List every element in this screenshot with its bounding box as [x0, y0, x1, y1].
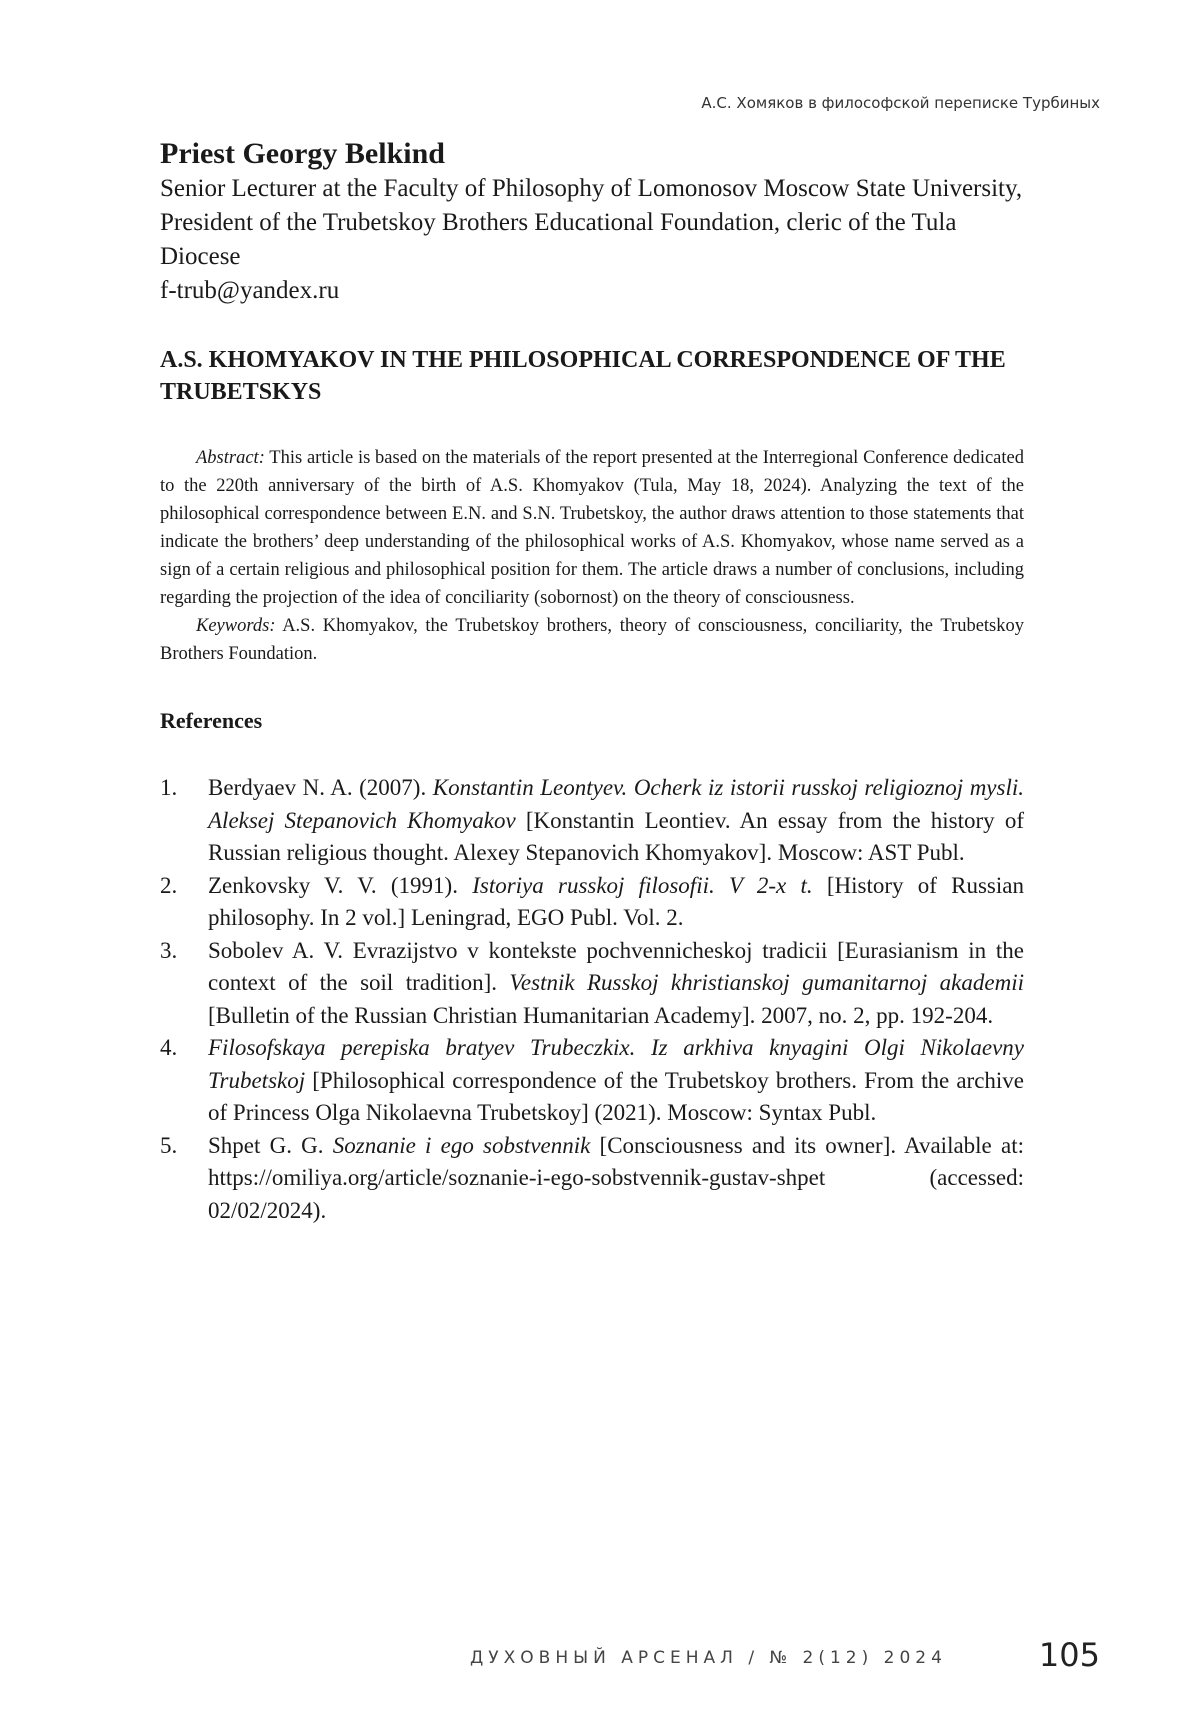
author-name: Priest Georgy Belkind: [160, 137, 445, 170]
reference-number: 5.: [160, 1132, 178, 1158]
reference-text: [208, 1032, 1024, 1130]
reference-item: [160, 870, 1024, 935]
reference-item: [160, 1032, 1024, 1130]
reference-number: 3.: [160, 937, 178, 963]
abstract-section: [160, 444, 1024, 668]
keywords: [160, 612, 1024, 668]
page-number: 105: [1038, 1636, 1100, 1674]
reference-item: [160, 772, 1024, 870]
running-head: А.С. Хомяков в философской переписке Турбиных: [701, 94, 1100, 112]
reference-text: [208, 1130, 1024, 1228]
abstract: [160, 444, 1024, 612]
abstract-label: Abstract:: [196, 448, 265, 468]
reference-authors: Zenkovsky V. V. (1991).: [208, 872, 473, 898]
keywords-label: Keywords:: [196, 616, 276, 636]
references-list: [160, 772, 1024, 1227]
reference-title: Filosofskaya perepiska bratyev Trubeczkix. Iz arkhiva knyagini Olgi Nikolaevny Trubetskoj: [208, 1035, 1024, 1093]
author-email: f-trub@yandex.ru: [160, 277, 340, 304]
reference-title: Vestnik Russkoj khristianskoj gumanitarnoj akademii: [509, 970, 1024, 995]
reference-authors: Shpet G. G.: [208, 1132, 333, 1158]
reference-authors: Berdyaev N. A. (2007).: [208, 775, 433, 800]
reference-details: [Bulletin of the Russian Christian Humanitarian Academy]. 2007, no. 2, pp. 192-204.: [208, 1002, 994, 1028]
reference-text: [208, 870, 1024, 935]
reference-number: 2.: [160, 872, 178, 898]
reference-details: [Philosophical correspondence of the Trubetskoy brothers. From the archive of Princess Olga Nikolaevna Trubetskoy] (2021). Moscow: Syntax Publ.: [208, 1067, 1024, 1125]
reference-title: Soznanie i ego sobstvennik: [332, 1132, 591, 1158]
reference-authors: Sobolev A. V. Evrazijstvo v kontekste pochvennicheskoj tradicii [Eurasianism in the context of the soil tradition].: [208, 937, 1024, 995]
keywords-text: A.S. Khomyakov, the Trubetskoy brothers, theory of consciousness, conciliarity, the Trubetskoy Brothers Foundation.: [160, 616, 1024, 664]
article-title: A.S. KHOMYAKOV IN THE PHILOSOPHICAL CORRESPONDENCE OF THE TRUBETSKYS: [160, 347, 1006, 405]
reference-details: [Consciousness and its owner]. Available at: https://omiliya.org/article/soznanie-i-ego-sobstvennik-gustav-shpet (accessed: 02/02/2024).: [208, 1132, 1024, 1223]
abstract-text: This article is based on the materials of the report presented at the Interregional Conference dedicated to the 220th anniversary of the birth of A.S. Khomyakov (Tula, May 18, 2024). Analyzing the text of the philosophical correspondence between E.N. and S.N. Trubetskoy, the author draws attention to those statements that indicate the brothers’ deep understanding of the philosophical works of A.S. Khomyakov, whose name served as a sign of a certain religious and philosophical position for them. The article draws a number of conclusions, including regarding the projection of the idea of conciliarity (sobornost) on the theory of consciousness.: [160, 448, 1024, 608]
reference-title: Konstantin Leontyev. Ocherk iz istorii russkoj religioznoj mysli. Aleksej Stepanovich Khomyakov: [208, 775, 1024, 833]
reference-item: [160, 935, 1024, 1033]
reference-text: [208, 935, 1024, 1033]
footer-journal-name: ДУХОВНЫЙ АРСЕНАЛ / № 2(12) 2024: [470, 1648, 947, 1668]
reference-text: [208, 772, 1024, 870]
article-content: [160, 136, 1024, 1227]
references-heading: References: [160, 708, 263, 733]
reference-title: Istoriya russkoj filosofii. V 2-x t.: [472, 872, 813, 898]
reference-number: 4.: [160, 1035, 178, 1060]
author-affiliation: Senior Lecturer at the Faculty of Philosophy of Lomonosov Moscow State University, President of the Trubetskoy Brothers Educational Foundation, cleric of the Tula Diocese: [160, 175, 1023, 270]
reference-number: 1.: [160, 775, 178, 800]
reference-item: [160, 1130, 1024, 1228]
reference-details: [Konstantin Leontiev. An essay from the history of Russian religious thought. Alexey Stepanovich Khomyakov]. Moscow: AST Publ.: [208, 807, 1024, 865]
reference-details: [History of Russian philosophy. In 2 vol.] Leningrad, EGO Publ. Vol. 2.: [208, 872, 1024, 930]
